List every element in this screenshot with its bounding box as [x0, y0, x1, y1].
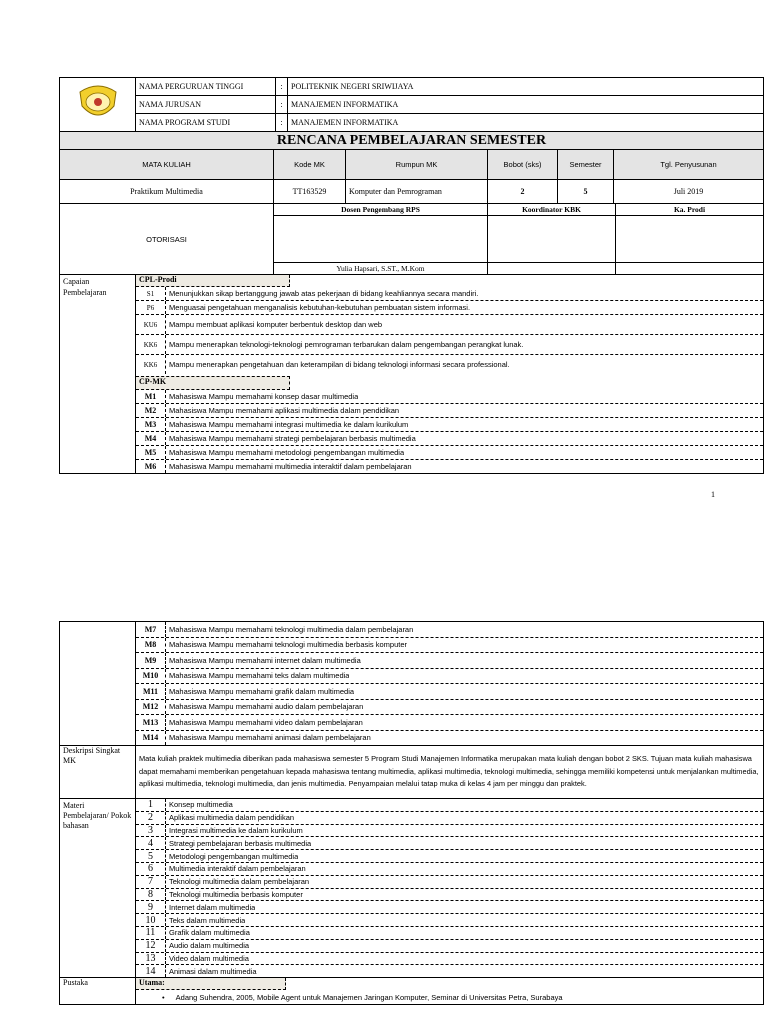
materi-item [136, 811, 763, 824]
kaprodi-header: Ka. Prodi [616, 204, 764, 216]
materi-item [136, 875, 763, 888]
materi-item [136, 836, 763, 849]
cpmk-item-text: Mahasiswa Mampu memahami internet dalam multimedia [169, 655, 361, 665]
materi-item-code: 12 [136, 940, 166, 952]
separator: : [276, 114, 288, 132]
polsri-logo-icon [76, 84, 120, 124]
header-value-prodi: MANAJEMEN INFORMATIKA [288, 114, 764, 132]
cpmk-item [136, 714, 763, 730]
cpmk-item-text: Mahasiswa Mampu memahami grafik dalam multimedia [169, 686, 355, 696]
cpmk-item-text: Mahasiswa Mampu memahami audio dalam pembelajaran [169, 702, 364, 712]
header-label-jurusan: NAMA JURUSAN [136, 96, 276, 114]
cpmk-item-code: M8 [136, 638, 166, 653]
pustaka-list [136, 990, 763, 1004]
col-tgl-penyusunan: Tgl. Penyusunan [614, 150, 764, 180]
value-semester: 5 [558, 180, 614, 204]
cpmk-item [136, 730, 763, 746]
pustaka-item-text: Adang Suhendra, 2005, Mobile Agent untuk Manajemen Jaringan Komputer, Seminar di Universitas Petra, Surabaya [175, 992, 563, 1002]
materi-item [136, 913, 763, 926]
materi-item-text: Internet dalam multimedia [169, 902, 256, 912]
materi-item [136, 900, 763, 913]
cpl-item [136, 334, 763, 354]
cpmk-item-code: M3 [136, 418, 166, 431]
cpl-item [136, 300, 763, 314]
materi-item-text: Konsep multimedia [169, 800, 233, 810]
materi-item-text: Strategi pembelajaran berbasis multimedia [169, 838, 312, 848]
cpmk-title: CP-MK [136, 376, 290, 390]
cpmk-item-text: Mahasiswa Mampu memahami aplikasi multimedia dalam pendidikan [169, 406, 400, 415]
cpmk-item-text: Mahasiswa Mampu memahami integrasi multimedia ke dalam kurikulum [169, 420, 409, 429]
cpmk-item-code: M13 [136, 715, 166, 730]
materi-item-code: 10 [136, 914, 166, 926]
cpl-item-code: P6 [136, 301, 166, 314]
value-mata-kuliah: Praktikum Multimedia [60, 180, 274, 204]
cpmk-item-text: Mahasiswa Mampu memahami teks dalam multimedia [169, 671, 350, 681]
koordinator-name [488, 263, 616, 275]
pustaka-item [136, 990, 763, 1004]
deskripsi-text: Mata kuliah praktek multimedia diberikan pada mahasiswa semester 5 Program Studi Manajemen Informatika merupakan mata kuliah dengan bobot 2 SKS. Tujuan mata kuliah mahasiswa dapat memahami memberikan pengetahuan kepada mahasiswa tentang multimedia, aplikasi multimedia, teknologi multimedia, sehingga memiliki kompetensi untuk menjalankan multimedia, aplikasi multimedia, teknologi multimedia, dan jenis multimedia. Penyampaian melalui tatap muka di kelas 4 jam per minggu dan praktek. [136, 746, 764, 799]
materi-item-text: Teknologi multimedia dalam pembelajaran [169, 877, 310, 887]
cpl-item-code: KK6 [136, 335, 166, 354]
header-label-pt: NAMA PERGURUAN TINGGI [136, 78, 276, 96]
cpmk-item [136, 403, 763, 417]
materi-item-text: Audio dalam multimedia [169, 941, 250, 951]
materi-item-text: Integrasi multimedia ke dalam kurikulum [169, 825, 303, 835]
materi-label: Materi Pembelajaran/ Pokok bahasan [60, 799, 136, 978]
rps-page-1 [59, 77, 764, 474]
cpmk-item-code: M7 [136, 622, 166, 637]
cpmk-item [136, 637, 763, 653]
col-kode-mk: Kode MK [274, 150, 346, 180]
materi-item-text: Video dalam multimedia [169, 953, 249, 963]
materi-item-code: 7 [136, 876, 166, 888]
course-table [59, 149, 764, 204]
cpmk-item [136, 622, 763, 637]
materi-item-code: 5 [136, 850, 166, 862]
separator: : [276, 78, 288, 96]
cpmk-item-code: M12 [136, 700, 166, 715]
cpmk-item-code: M9 [136, 653, 166, 668]
materi-item-code: 2 [136, 812, 166, 824]
materi-item [136, 926, 763, 939]
materi-item [136, 862, 763, 875]
materi-item-code: 9 [136, 901, 166, 913]
dosen-name: Yulia Hapsari, S.ST., M.Kom [274, 263, 488, 275]
materi-item [136, 939, 763, 952]
cpmk-item-text: Mahasiswa Mampu memahami teknologi multimedia berbasis komputer [169, 640, 408, 650]
col-semester: Semester [558, 150, 614, 180]
cpmk-item [136, 683, 763, 699]
cpmk-list-page2 [136, 622, 763, 745]
cpmk-item-code: M2 [136, 404, 166, 417]
cpmk-item [136, 699, 763, 715]
value-rumpun-mk: Komputer dan Pemrograman [346, 180, 488, 204]
cpl-item-text: Menunjukkan sikap bertanggung jawab atas pekerjaan di bidang keahliannya secara mandiri. [169, 289, 479, 298]
cpmk-item-text: Mahasiswa Mampu memahami metodologi pengembangan multimedia [169, 448, 405, 457]
col-bobot: Bobot (sks) [488, 150, 558, 180]
materi-item-text: Animasi dalam multimedia [169, 966, 257, 976]
cpl-list [136, 287, 763, 374]
cpmk-item-code: M1 [136, 390, 166, 403]
materi-item-text: Multimedia interaktif dalam pembelajaran [169, 864, 306, 874]
otorisasi-label: OTORISASI [60, 204, 274, 275]
materi-item-code: 3 [136, 825, 166, 837]
cpmk-list-page1 [136, 390, 763, 473]
materi-item-code: 8 [136, 889, 166, 901]
materi-item [136, 824, 763, 837]
cpmk-item-text: Mahasiswa Mampu memahami konsep dasar multimedia [169, 392, 359, 401]
materi-item [136, 799, 763, 811]
cpl-item-text: Mampu membuat aplikasi komputer berbentuk desktop dan web [169, 320, 383, 329]
document-title: RENCANA PEMBELAJARAN SEMESTER [60, 132, 764, 150]
materi-item-code: 1 [136, 799, 166, 811]
header-value-pt: POLITEKNIK NEGERI SRIWIJAYA [288, 78, 764, 96]
capaian-table [59, 274, 764, 474]
materi-item-code: 13 [136, 953, 166, 965]
materi-item-text: Teks dalam multimedia [169, 915, 246, 925]
cpl-item-text: Mampu menerapkan pengetahuan dan keterampilan di bidang teknologi informasi secara professional. [169, 360, 510, 369]
cpmk-item [136, 431, 763, 445]
cpmk-item-code: M11 [136, 684, 166, 699]
cpmk-item-code: M5 [136, 446, 166, 459]
materi-item-code: 11 [136, 927, 166, 939]
materi-list [136, 799, 763, 977]
cpl-item [136, 314, 763, 334]
materi-item-code: 4 [136, 837, 166, 849]
cpmk-item-text: Mahasiswa Mampu memahami strategi pembelajaran berbasis multimedia [169, 434, 416, 443]
cpmk-item-text: Mahasiswa Mampu memahami teknologi multimedia dalam pembelajaran [169, 624, 414, 634]
value-kode-mk: TT163529 [274, 180, 346, 204]
cpl-item-text: Menguasai pengetahuan menganalisis kebutuhan-kebutuhan pembuatan sistem informasi. [169, 303, 471, 312]
materi-item [136, 964, 763, 977]
materi-item-text: Aplikasi multimedia dalam pendidikan [169, 813, 295, 823]
pustaka-label: Pustaka [60, 978, 136, 1005]
cpmk-item [136, 652, 763, 668]
materi-item-text: Teknologi multimedia berbasis komputer [169, 889, 303, 899]
materi-item [136, 888, 763, 901]
materi-item-text: Grafik dalam multimedia [169, 928, 250, 938]
cpmk-item-text: Mahasiswa Mampu memahami animasi dalam pembelajaran [169, 733, 371, 743]
pustaka-utama-title: Utama: [136, 978, 286, 990]
materi-item-code: 6 [136, 863, 166, 875]
cpmk-item [136, 459, 763, 473]
rps-page-2 [59, 621, 764, 1005]
otorisasi-table [59, 203, 764, 275]
cpl-item-code: S1 [136, 287, 166, 300]
col-rumpun-mk: Rumpun MK [346, 150, 488, 180]
capaian-label: Capaian Pembelajaran [60, 275, 136, 474]
bullet-icon: • [162, 992, 165, 1002]
koordinator-signature [488, 216, 616, 263]
cpmk-item-text: Mahasiswa Mampu memahami video dalam pembelajaran [169, 717, 363, 727]
cpmk-item [136, 445, 763, 459]
value-tgl: Juli 2019 [614, 180, 764, 204]
page-number: 1 [711, 490, 715, 499]
cpl-item-code: KU6 [136, 315, 166, 334]
cpmk-item-code: M10 [136, 669, 166, 684]
kaprodi-signature [616, 216, 764, 263]
header-table [59, 77, 764, 150]
header-value-jurusan: MANAJEMEN INFORMATIKA [288, 96, 764, 114]
header-label-prodi: NAMA PROGRAM STUDI [136, 114, 276, 132]
materi-item [136, 849, 763, 862]
value-bobot: 2 [488, 180, 558, 204]
dosen-pengembang-header: Dosen Pengembang RPS [274, 204, 488, 216]
cpmk-item-code: M6 [136, 460, 166, 473]
dosen-signature [274, 216, 488, 263]
col-mata-kuliah: MATA KULIAH [60, 150, 274, 180]
cpl-item-text: Mampu menerapkan teknologi-teknologi pemrograman terbarukan dalam pengembangan perangkat lunak. [169, 340, 524, 349]
capaian-label-continued [60, 622, 136, 746]
separator: : [276, 96, 288, 114]
cpmk-item-text: Mahasiswa Mampu memahami multimedia interaktif dalam pembelajaran [169, 462, 412, 471]
materi-item [136, 952, 763, 965]
materi-item-text: Metodologi pengembangan multimedia [169, 851, 299, 861]
deskripsi-label: Deskripsi Singkat MK [60, 746, 136, 799]
koordinator-header: Koordinator KBK [488, 204, 616, 216]
cpl-item-code: KK6 [136, 355, 166, 374]
cpl-item [136, 287, 763, 300]
kaprodi-name [616, 263, 764, 275]
capaian-continued-table [59, 621, 764, 1005]
cpmk-item [136, 417, 763, 431]
cpmk-item [136, 668, 763, 684]
institution-logo [60, 78, 136, 132]
cpmk-item-code: M4 [136, 432, 166, 445]
materi-item-code: 14 [136, 965, 166, 977]
cpl-prodi-title: CPL-Prodi [136, 275, 290, 287]
cpmk-item [136, 390, 763, 403]
cpmk-item-code: M14 [136, 731, 166, 746]
cpl-item [136, 354, 763, 374]
